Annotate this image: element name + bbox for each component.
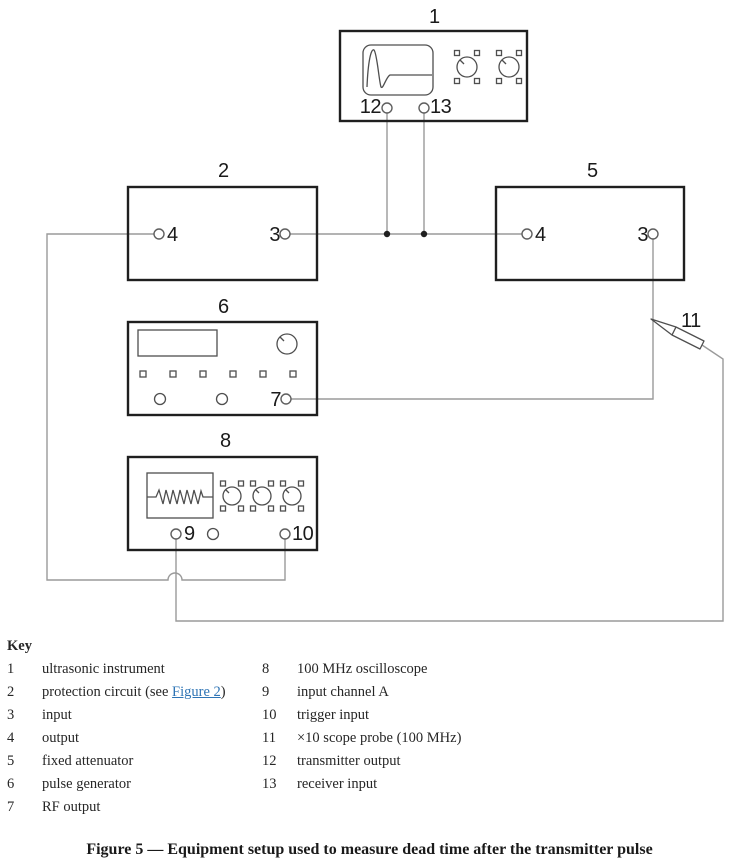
box1-screen — [363, 45, 433, 95]
key-title: Key — [7, 638, 32, 654]
key-item-10 — [262, 704, 732, 727]
port-4-attenuator-input — [522, 229, 532, 239]
key-num: 8 — [262, 661, 270, 677]
key-label: RF output — [42, 799, 101, 815]
protection-circuit-box — [128, 187, 317, 280]
label-box5: 5 — [587, 160, 598, 182]
key-item-6 — [7, 773, 262, 796]
label-box5-output-3: 3 — [637, 224, 648, 246]
wire-attenuator3-to-rf7 — [286, 234, 653, 399]
port-9-channel-a — [171, 529, 181, 539]
box6-knob — [277, 334, 297, 354]
port-13-receiver-input — [419, 103, 429, 113]
label-box1: 1 — [429, 6, 440, 28]
box8-knob-1 — [221, 481, 244, 511]
key-label: fixed attenuator — [42, 753, 134, 769]
key-section — [7, 635, 732, 819]
key-num: 12 — [262, 753, 277, 769]
key-num: 13 — [262, 776, 277, 792]
port-3-attenuator-output — [648, 229, 658, 239]
port-10-trigger-input — [280, 529, 290, 539]
key-item-12 — [262, 750, 732, 773]
key-label-suffix: ) — [220, 684, 226, 700]
box8-knob-2 — [251, 481, 274, 511]
label-box2-output-4: 4 — [167, 224, 178, 246]
fixed-attenuator-box — [496, 187, 684, 280]
box8-burst-waveform — [147, 490, 213, 504]
junction-dot-13 — [421, 231, 427, 237]
key-num: 7 — [7, 799, 15, 815]
key-num: 4 — [7, 730, 15, 746]
key-item-5 — [7, 750, 262, 773]
key-num: 2 — [7, 684, 15, 700]
figure-2-link[interactable]: Figure 2 — [172, 684, 221, 700]
box6-connector-2 — [217, 394, 228, 405]
label-port-13: 13 — [430, 96, 452, 118]
label-port-9: 9 — [184, 523, 195, 545]
port-7-rf-output — [281, 394, 291, 404]
key-num: 1 — [7, 661, 15, 677]
key-item-13 — [262, 773, 732, 796]
key-label: ultrasonic instrument — [42, 661, 165, 677]
key-label: pulse generator — [42, 776, 131, 792]
figure-caption: Figure 5 — Equipment setup used to measure dead time after the transmitter pulse — [86, 841, 653, 858]
label-port-12: 12 — [359, 96, 381, 118]
box1-waveform — [367, 50, 432, 88]
box6-display — [138, 330, 217, 356]
key-label: receiver input — [297, 776, 378, 792]
wire-output4-to-trigger10 — [47, 234, 285, 580]
label-box2: 2 — [218, 160, 229, 182]
key-item-2 — [7, 681, 262, 704]
key-num: 3 — [7, 707, 15, 723]
key-num: 11 — [262, 730, 276, 746]
port-12-transmitter-output — [382, 103, 392, 113]
oscilloscope-box — [128, 457, 317, 550]
junction-dot-12 — [384, 231, 390, 237]
key-num: 6 — [7, 776, 15, 792]
key-label: input — [42, 707, 72, 723]
key-item-9 — [262, 681, 732, 704]
box1-knob-1 — [455, 51, 480, 84]
key-label: transmitter output — [297, 753, 401, 769]
label-probe-11: 11 — [681, 310, 701, 332]
label-box8: 8 — [220, 430, 231, 452]
box6-connector-1 — [155, 394, 166, 405]
key-label — [42, 681, 262, 704]
key-column-right — [262, 658, 732, 819]
key-label-prefix: protection circuit (see — [42, 684, 173, 700]
box8-connector-mid — [208, 529, 219, 540]
key-item-3 — [7, 704, 262, 727]
port-4-output — [154, 229, 164, 239]
key-num: 10 — [262, 707, 277, 723]
key-label: ×10 scope probe (100 MHz) — [297, 730, 462, 746]
key-num: 9 — [262, 684, 270, 700]
key-num: 5 — [7, 753, 15, 769]
label-port-7: 7 — [270, 389, 281, 411]
box8-knob-3 — [281, 481, 304, 511]
key-label: output — [42, 730, 80, 746]
key-column-left — [7, 658, 262, 819]
box1-knob-2 — [497, 51, 522, 84]
key-item-4 — [7, 727, 262, 750]
port-3-input — [280, 229, 290, 239]
key-label: input channel A — [297, 684, 389, 700]
key-item-11 — [262, 727, 732, 750]
key-label: 100 MHz oscilloscope — [297, 661, 428, 677]
label-box5-input-4: 4 — [535, 224, 546, 246]
box6-buttons — [140, 371, 296, 377]
label-box2-input-3: 3 — [269, 224, 280, 246]
key-item-8 — [262, 658, 732, 681]
key-label: trigger input — [297, 707, 370, 723]
pulse-generator-box — [128, 322, 317, 415]
key-item-7 — [7, 796, 262, 819]
key-item-1 — [7, 658, 262, 681]
label-port-10: 10 — [292, 523, 314, 545]
label-box6: 6 — [218, 296, 229, 318]
wires — [47, 108, 723, 621]
